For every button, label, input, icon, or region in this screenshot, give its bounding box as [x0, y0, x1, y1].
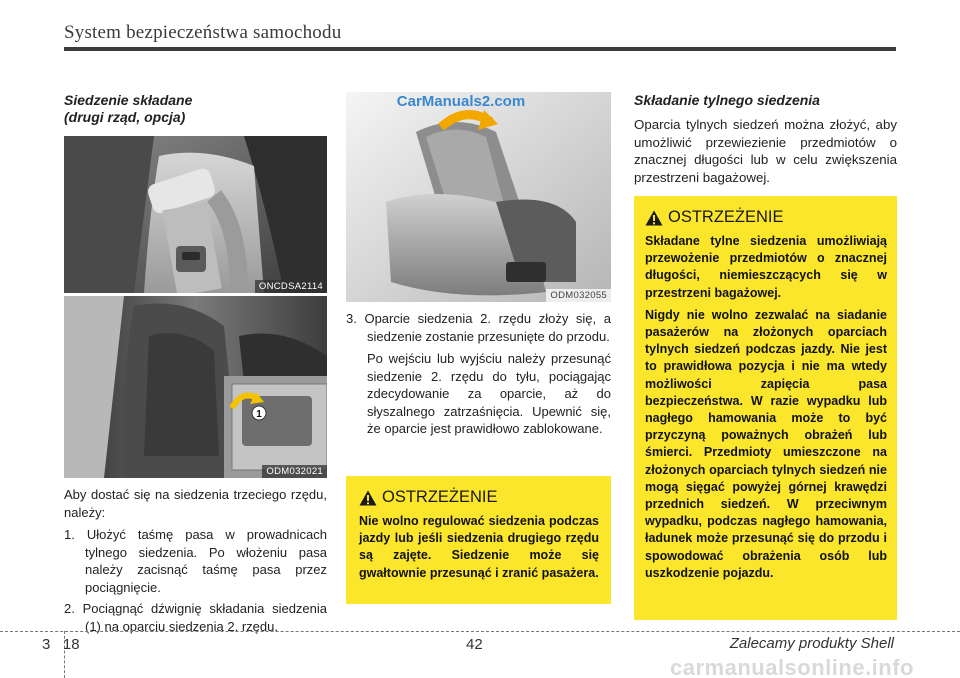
page-header-title: System bezpieczeństwa samochodu	[64, 22, 342, 43]
section-title-line1: Siedzenie składane	[64, 92, 193, 108]
step-2: 2. Pociągnąć dźwignię składania siedzenia (1) na oparciu siedzenia 2. rzędu.	[64, 601, 327, 634]
photo-watermark: CarManuals2.com	[396, 93, 526, 110]
header-rule	[64, 47, 896, 51]
photo-code-label: ODM032055	[546, 289, 611, 302]
warning-header	[645, 208, 887, 227]
photo-code-label: ODM032021	[262, 465, 327, 478]
step-3: 3. Oparcie siedzenia 2. rzędu złoży się, a siedzenie zostanie przesunięte do przodu.	[346, 311, 611, 344]
step-1: 1. Ułożyć taśmę pasa w prowadnicach tylnego siedzenia. Po włożeniu pasa należy zacisnąć taśmę pasa przez pociągnięcie.	[64, 527, 327, 595]
left-column	[64, 92, 327, 126]
warning-header	[359, 488, 599, 507]
warning-paragraph-2: Nigdy nie wolno zezwalać na siadanie pasażerów na złożonych oparciach tylnych siedzeń podczas jazdy. Nie jest to prawidłowa pozycja i nie ma wtedy możliwości zapięcia pasa bezpieczeństwa. W razie wypadku lub nagłego hamowania może to być przyczyną poważnych obrażeń lub śmierci. Przedmioty umieszczone na złożonych oparciach tylnych siedzeń nie mogą sięgać powyżej górnej krawędzi przednich siedzeń. W przeciwnym wypadku, podczas nagłego hamowania, ładunek może przesunąć się do przodu i spowodować obrażenia osób lub uszkodzenie pojazdu.	[645, 307, 887, 580]
warning-box-adjust-seat	[346, 476, 611, 604]
middle-column-text	[346, 310, 611, 438]
warning-triangle-icon	[359, 490, 377, 506]
callout-number: 1	[256, 409, 262, 420]
photo-folding-lever	[64, 296, 327, 478]
section-title-line2: (drugi rząd, opcja)	[64, 109, 186, 125]
photo-seatbelt-guide	[64, 136, 327, 293]
page-in-chapter: 18	[62, 636, 80, 653]
page-number	[42, 636, 80, 653]
photo-code-label: ONCDSA2114	[255, 280, 327, 293]
footer-shell-text: Zalecamy produkty Shell	[729, 635, 894, 652]
footer-center-number: 42	[466, 636, 483, 653]
left-column-text	[64, 486, 327, 635]
footer-rule	[0, 631, 960, 632]
rear-seat-intro: Oparcia tylnych siedzeń można złożyć, aby umożliwić przewiezienie przedmiotów o znacznej długości lub w celu zwiększenia przestrzeni bagażowej.	[634, 117, 897, 185]
seatbelt-guide-illustration	[64, 136, 327, 293]
intro-paragraph: Aby dostać się na siedzenia trzeciego rzędu, należy:	[64, 487, 327, 520]
warning-paragraph-1: Składane tylne siedzenia umożliwiają przewożenie przedmiotów o znacznej długości, niemieszczących się w przestrzeni bagażowej.	[645, 234, 887, 300]
folding-lever-illustration	[64, 296, 327, 478]
warning-title: OSTRZEŻENIE	[382, 488, 498, 506]
warning-title: OSTRZEŻENIE	[668, 208, 784, 226]
warning-text: Nie wolno regulować siedzenia podczas jazdy lub jeśli siedzenia drugiego rzędu są zajęte. Siedzenie może się gwałtownie przesunąć i zranić pasażera.	[359, 514, 599, 580]
section-title-rear-seat-folding: Składanie tylnego siedzenia	[634, 92, 820, 108]
chapter-number: 3	[42, 636, 51, 653]
warning-triangle-icon	[645, 210, 663, 226]
photo-seat-folded	[346, 92, 611, 302]
warning-box-folded-seats	[634, 196, 897, 620]
site-watermark: carmanualsonline.info	[670, 655, 914, 678]
section-title-folding-seat	[64, 92, 327, 126]
right-column	[634, 92, 897, 186]
seat-folded-illustration	[346, 92, 611, 302]
step-3-note: Po wejściu lub wyjściu należy przesunąć siedzenie 2. rzędu do tyłu, pociągając zdecydowanie za oparcie, aż do słyszalnego zatrzaśnięcia. Upewnić się, że oparcie jest prawidłowo zablokowane.	[367, 351, 611, 436]
